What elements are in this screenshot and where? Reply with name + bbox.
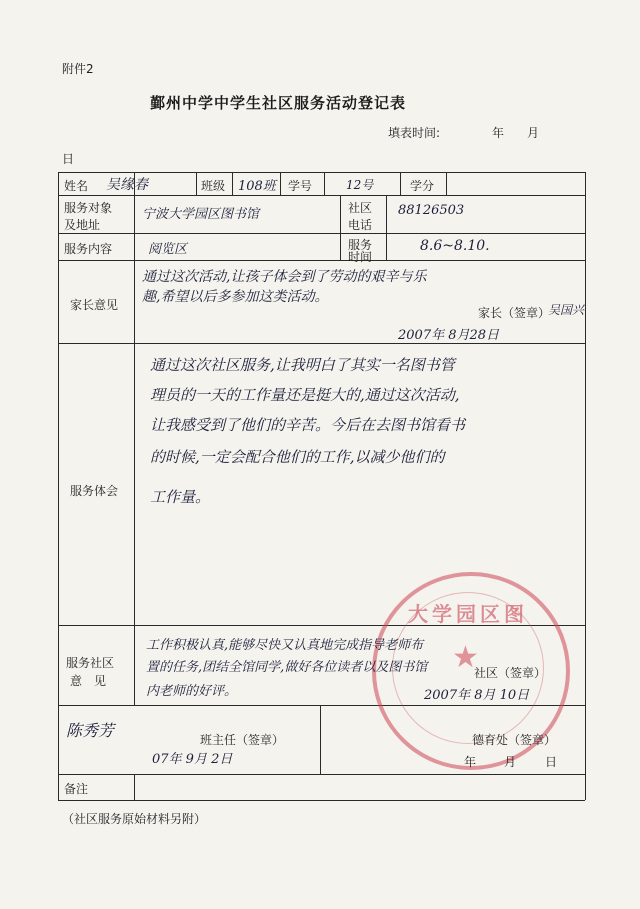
service-content-label: 服务内容 xyxy=(64,242,113,256)
experience-line-3: 让我感受到了他们的辛苦。今后在去图书馆看书 xyxy=(150,416,466,434)
service-content-value: 阅览区 xyxy=(148,242,188,257)
community-date: 2007年 8月 10日 xyxy=(424,688,530,703)
service-target-label: 服务对象 xyxy=(64,201,113,215)
remarks-label: 备注 xyxy=(64,782,89,796)
phone-label: 电话 xyxy=(348,218,373,232)
community-opinion-line-1: 工作积极认真,能够尽快又认真地完成指导老师布 xyxy=(146,638,424,653)
fill-time-label: 填表时间: xyxy=(388,126,441,140)
service-time-label-2: 时间 xyxy=(348,250,373,264)
community-opinion-line-3: 内老师的好评。 xyxy=(146,684,238,699)
parent-date: 2007年 8月28日 xyxy=(398,328,500,343)
moral-office-year-label: 年 xyxy=(464,755,477,769)
community-opinion-label-1: 服务社区 xyxy=(66,656,115,670)
community-sign-label: 社区（签章） xyxy=(474,666,547,680)
teacher-signature: 陈秀芳 xyxy=(66,721,115,740)
community-label: 社区 xyxy=(348,201,373,215)
community-opinion-line-2: 置的任务,团结全馆同学,做好各位读者以及图书馆 xyxy=(146,660,428,675)
credit-label: 学分 xyxy=(410,179,435,193)
service-target-value: 宁波大学园区图书馆 xyxy=(142,207,260,222)
student-id-label: 学号 xyxy=(288,179,313,193)
class-label: 班级 xyxy=(201,179,226,193)
name-label: 姓名 xyxy=(64,179,89,193)
moral-office-day-label: 日 xyxy=(545,755,558,769)
community-opinion-label-2: 意 见 xyxy=(70,674,107,688)
experience-line-2: 理员的一天的工作量还是挺大的,通过这次活动, xyxy=(150,386,460,404)
form-title: 鄞州中学中学生社区服务活动登记表 xyxy=(150,94,407,112)
service-time-value: 8.6~8.10. xyxy=(420,238,490,254)
service-time-label-1: 服务 xyxy=(348,238,373,252)
experience-line-5: 工作量。 xyxy=(150,488,211,506)
name-value: 吴缘春 xyxy=(106,177,148,193)
teacher-date: 07年 9月 2日 xyxy=(152,752,233,767)
class-value: 108班 xyxy=(238,179,276,194)
fill-month-label: 月 xyxy=(527,126,540,140)
experience-line-1: 通过这次社区服务,让我明白了其实一名图书管 xyxy=(150,356,455,374)
service-experience-label: 服务体会 xyxy=(70,484,119,498)
teacher-sign-label: 班主任（签章） xyxy=(200,733,285,747)
student-id-value: 12号 xyxy=(346,178,374,192)
footer-note: （社区服务原始材料另附） xyxy=(62,812,207,826)
parent-opinion-line-2: 趣,希望以后多参加这类活动。 xyxy=(142,289,329,305)
experience-line-4: 的时候,一定会配合他们的工作,以减少他们的 xyxy=(150,448,445,466)
phone-value: 88126503 xyxy=(398,203,465,218)
fill-day-label: 日 xyxy=(62,152,75,166)
moral-office-sign-label: 德育处（签章） xyxy=(472,733,557,747)
parent-signature: 吴国兴 xyxy=(548,303,585,317)
service-address-label: 及地址 xyxy=(64,218,101,232)
parent-opinion-label: 家长意见 xyxy=(70,298,119,312)
fill-year-label: 年 xyxy=(492,126,505,140)
parent-opinion-line-1: 通过这次活动,让孩子体会到了劳动的艰辛与乐 xyxy=(142,269,427,285)
moral-office-month-label: 月 xyxy=(504,755,517,769)
parent-sign-label: 家长（签章） xyxy=(478,306,551,320)
attachment-label: 附件2 xyxy=(62,62,94,76)
